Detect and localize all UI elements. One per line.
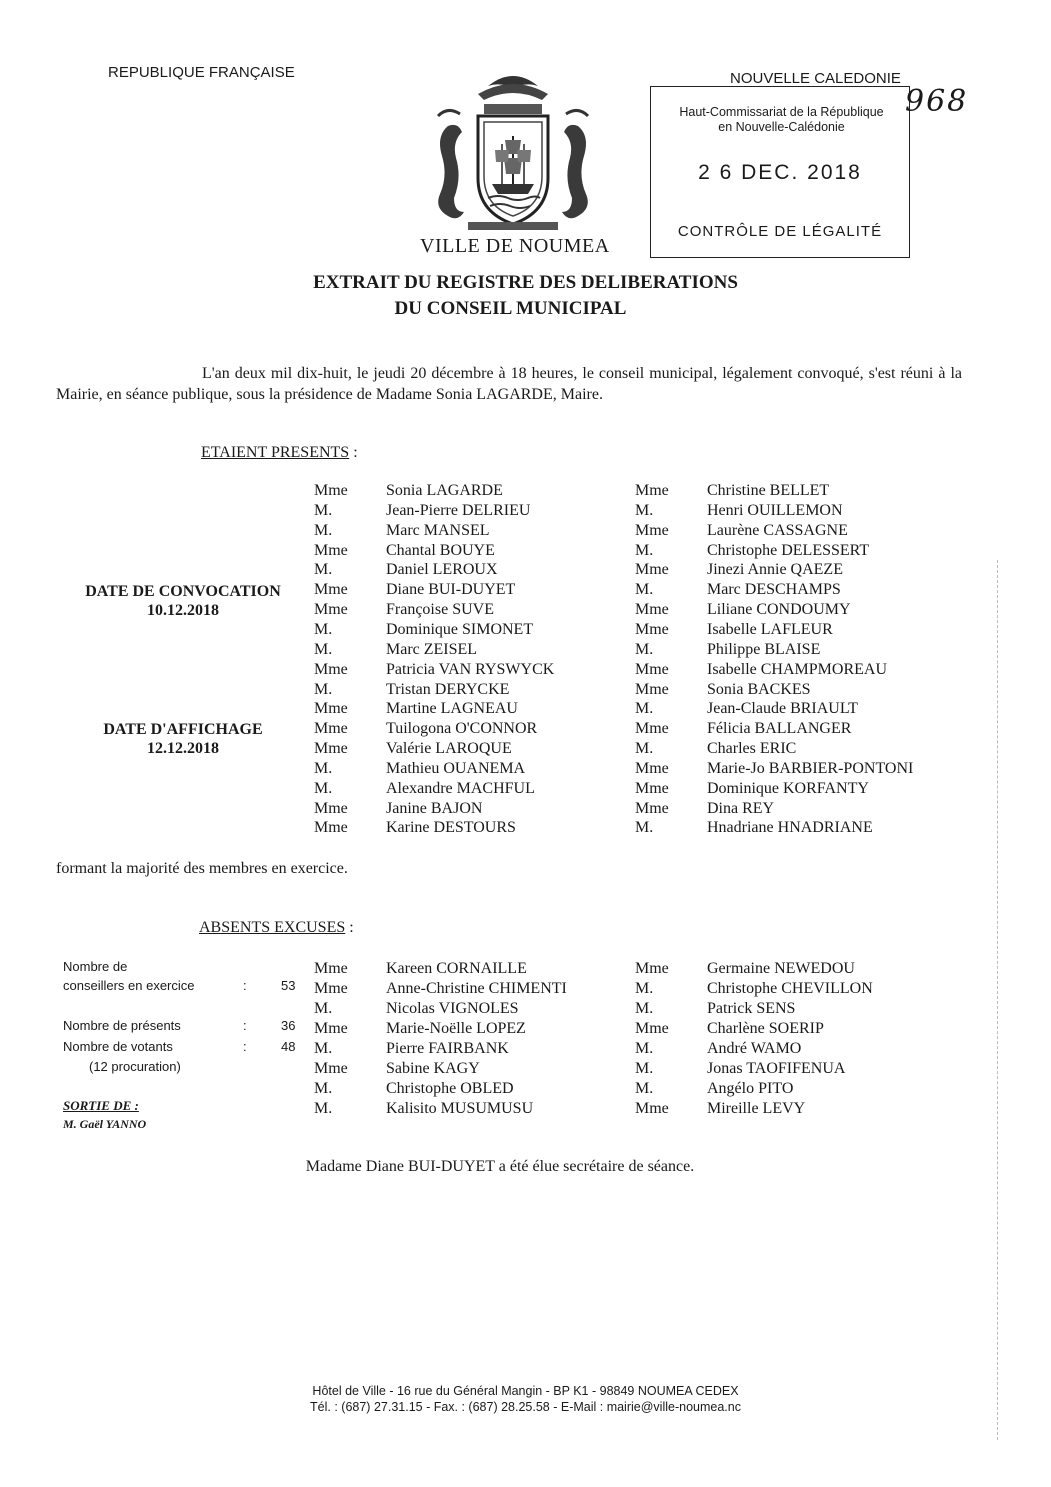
member-name-left: Chantal BOUYE [386,541,495,559]
member-name-left: Nicolas VIGNOLES [386,1000,519,1017]
member-name-left: Kalisito MUSUMUSU [386,1100,534,1117]
member-name-left: Marie-Noëlle LOPEZ [386,1020,526,1037]
stat-exercice-label1: Nombre de [63,959,128,974]
footer-contact: Tél. : (687) 27.31.15 - Fax. : (687) 28.25.58 - E-Mail : mairie@ville-noumea.nc [310,1400,741,1414]
member-name-right: Sonia BACKES [707,680,811,698]
affichage-date [58,720,308,758]
member-name-left: Tuilogona O'CONNOR [386,720,538,738]
convocation-value: 10.12.2018 [147,602,219,619]
member-title-right: Mme [635,521,669,539]
member-title-left: M. [314,521,333,539]
member-name-left: Sonia LAGARDE [386,482,503,499]
territory-label: NOUVELLE CALEDONIE [730,70,901,87]
member-name-right: Laurène CASSAGNE [707,521,848,539]
member-name-left: Janine BAJON [386,799,483,817]
footer-address: Hôtel de Ville - 16 rue du Général Mangin - BP K1 - 98849 NOUMEA CEDEX [312,1384,739,1398]
scan-edge-line [997,560,998,1440]
stat-votants-value: 48 [281,1039,296,1054]
stamp-control-label: CONTRÔLE DE LÉGALITÉ [677,223,883,240]
convocation-date [58,582,308,620]
affichage-value: 12.12.2018 [147,740,219,757]
member-name-right: Hnadriane HNADRIANE [707,819,873,837]
member-title-right: Mme [635,1020,669,1037]
member-title-left: M. [314,680,333,698]
member-name-right: Charlène SOERIP [707,1020,824,1037]
present-heading [201,444,358,462]
noumea-coat-of-arms-icon [418,66,608,236]
stat-procuration: (12 procuration) [89,1059,181,1074]
member-name-left: Pierre FAIRBANK [386,1040,509,1057]
member-title-left: M. [314,779,333,797]
member-title-left: Mme [314,1060,348,1077]
absent-heading-colon: : [345,919,354,936]
member-name-right: Christophe DELESSERT [707,541,870,559]
member-title-left: M. [314,1080,333,1097]
present-heading-label: ETAIENT PRESENTS [201,444,350,461]
member-title-right: Mme [635,561,669,579]
affichage-label: DATE D'AFFICHAGE [103,721,263,738]
member-name-left: Diane BUI-DUYET [386,581,516,599]
member-name-right: Philippe BLAISE [707,640,821,658]
member-title-right: M. [635,819,654,837]
member-name-right: Liliane CONDOUMY [707,601,851,619]
stat-exercice-label2: conseillers en exercice [63,978,195,993]
member-name-right: Christine BELLET [707,482,830,499]
member-title-right: Mme [635,620,669,638]
member-title-left: M. [314,1040,333,1057]
member-name-right: Isabelle CHAMPMOREAU [707,660,887,678]
legality-stamp [650,86,910,258]
member-title-right: M. [635,640,654,658]
stamp-authority [659,105,904,135]
handwritten-reference: 968 [905,84,969,119]
stat-votants-label: Nombre de votants [63,1039,173,1054]
member-title-right: M. [635,1040,654,1057]
member-name-left: Karine DESTOURS [386,819,516,837]
stat-presents-label: Nombre de présents [63,1018,181,1033]
member-title-right: M. [635,980,654,997]
republic-label: REPUBLIQUE FRANÇAISE [108,64,295,81]
stat-colon: : [243,1039,247,1054]
member-title-right: Mme [635,680,669,698]
member-name-right: Germaine NEWEDOU [707,960,855,977]
stamp-date: 2 6 DEC. 2018 [698,161,862,184]
member-name-right: Angélo PITO [707,1080,794,1097]
member-title-right: Mme [635,482,669,499]
member-name-left: Christophe OBLED [386,1080,514,1097]
member-name-left: Dominique SIMONET [386,620,534,638]
member-name-right: Mireille LEVY [707,1100,806,1117]
member-name-left: Valérie LAROQUE [386,740,512,758]
secretary-note: Madame Diane BUI-DUYET a été élue secrétaire de séance. [305,1158,695,1175]
convocation-label: DATE DE CONVOCATION [85,583,281,600]
member-name-left: Kareen CORNAILLE [386,960,527,977]
member-title-right: M. [635,1060,654,1077]
city-name: VILLE DE NOUMEA [420,235,610,257]
member-name-right: Félicia BALLANGER [707,720,852,738]
member-title-right: M. [635,581,654,599]
member-name-right: Patrick SENS [707,1000,796,1017]
stat-exercice-value: 53 [281,978,296,993]
member-name-left: Marc MANSEL [386,521,490,539]
member-title-right: Mme [635,720,669,738]
member-title-right: Mme [635,960,669,977]
member-name-left: Sabine KAGY [386,1060,480,1077]
stat-colon: : [243,1018,247,1033]
majority-note: formant la majorité des membres en exercice. [56,860,348,877]
document-title-line2: DU CONSEIL MUNICIPAL [394,298,627,319]
absent-heading-label: ABSENTS EXCUSES [199,919,346,936]
member-title-right: M. [635,1000,654,1017]
member-title-left: Mme [314,482,348,499]
member-title-left: M. [314,1100,333,1117]
member-name-right: Jinezi Annie QAEZE [707,561,843,579]
member-name-left: Martine LAGNEAU [386,700,518,718]
member-title-left: Mme [314,581,348,599]
member-title-right: Mme [635,1100,669,1117]
member-title-left: Mme [314,700,348,718]
member-title-right: M. [635,1080,654,1097]
member-name-right: Jonas TAOFIFENUA [707,1060,846,1077]
member-title-left: M. [314,640,333,658]
sortie-label: SORTIE DE : [63,1098,139,1113]
member-title-left: Mme [314,660,348,678]
member-name-left: Alexandre MACHFUL [386,779,535,797]
intro-paragraph [56,363,962,405]
document-title-line1: EXTRAIT DU REGISTRE DES DELIBERATIONS [313,272,738,293]
member-name-right: Isabelle LAFLEUR [707,620,833,638]
member-title-left: Mme [314,740,348,758]
member-title-right: Mme [635,660,669,678]
member-title-right: M. [635,501,654,519]
member-name-left: Mathieu OUANEMA [386,759,526,777]
member-title-left: M. [314,759,333,777]
member-title-left: M. [314,501,333,519]
member-name-right: Marie-Jo BARBIER-PONTONI [707,759,914,777]
member-name-left: Patricia VAN RYSWYCK [386,660,555,678]
member-name-left: Daniel LEROUX [386,561,498,579]
member-title-left: M. [314,561,333,579]
member-title-right: Mme [635,799,669,817]
stat-colon: : [243,978,247,993]
present-heading-colon: : [349,444,358,461]
member-title-left: Mme [314,601,348,619]
member-title-right: M. [635,541,654,559]
member-title-left: Mme [314,541,348,559]
member-name-left: Jean-Pierre DELRIEU [386,501,531,519]
member-title-left: Mme [314,980,348,997]
member-name-right: André WAMO [707,1040,802,1057]
intro-text: L'an deux mil dix-huit, le jeudi 20 décembre à 18 heures, le conseil municipal, légalement convoqué, s'est réuni à la Mairie, en séance publique, sous la présidence de Madame Sonia LAGARDE, Maire. [56,365,962,403]
member-name-left: Françoise SUVE [386,601,494,619]
stat-presents-value: 36 [281,1018,296,1033]
member-title-left: M. [314,1000,333,1017]
member-title-right: M. [635,700,654,718]
member-title-left: M. [314,620,333,638]
stamp-authority-line2: en Nouvelle-Calédonie [718,120,845,134]
member-title-left: Mme [314,720,348,738]
member-title-right: M. [635,740,654,758]
sortie-name: M. Gaël YANNO [63,1117,147,1131]
member-title-left: Mme [314,960,348,977]
member-name-left: Tristan DERYCKE [386,680,510,698]
member-name-right: Marc DESCHAMPS [707,581,841,599]
stamp-authority-line1: Haut-Commissariat de la République [679,105,884,119]
member-name-left: Marc ZEISEL [386,640,478,658]
member-title-left: Mme [314,1020,348,1037]
member-name-right: Charles ERIC [707,740,797,758]
member-title-right: Mme [635,601,669,619]
member-title-left: Mme [314,799,348,817]
absent-heading [199,919,354,937]
member-name-right: Christophe CHEVILLON [707,980,873,997]
member-name-left: Anne-Christine CHIMENTI [386,980,567,997]
member-name-right: Dominique KORFANTY [707,779,869,797]
member-name-right: Jean-Claude BRIAULT [707,700,858,718]
member-title-right: Mme [635,779,669,797]
member-name-right: Dina REY [707,799,775,817]
member-title-right: Mme [635,759,669,777]
member-name-right: Henri OUILLEMON [707,501,843,519]
member-title-left: Mme [314,819,348,837]
